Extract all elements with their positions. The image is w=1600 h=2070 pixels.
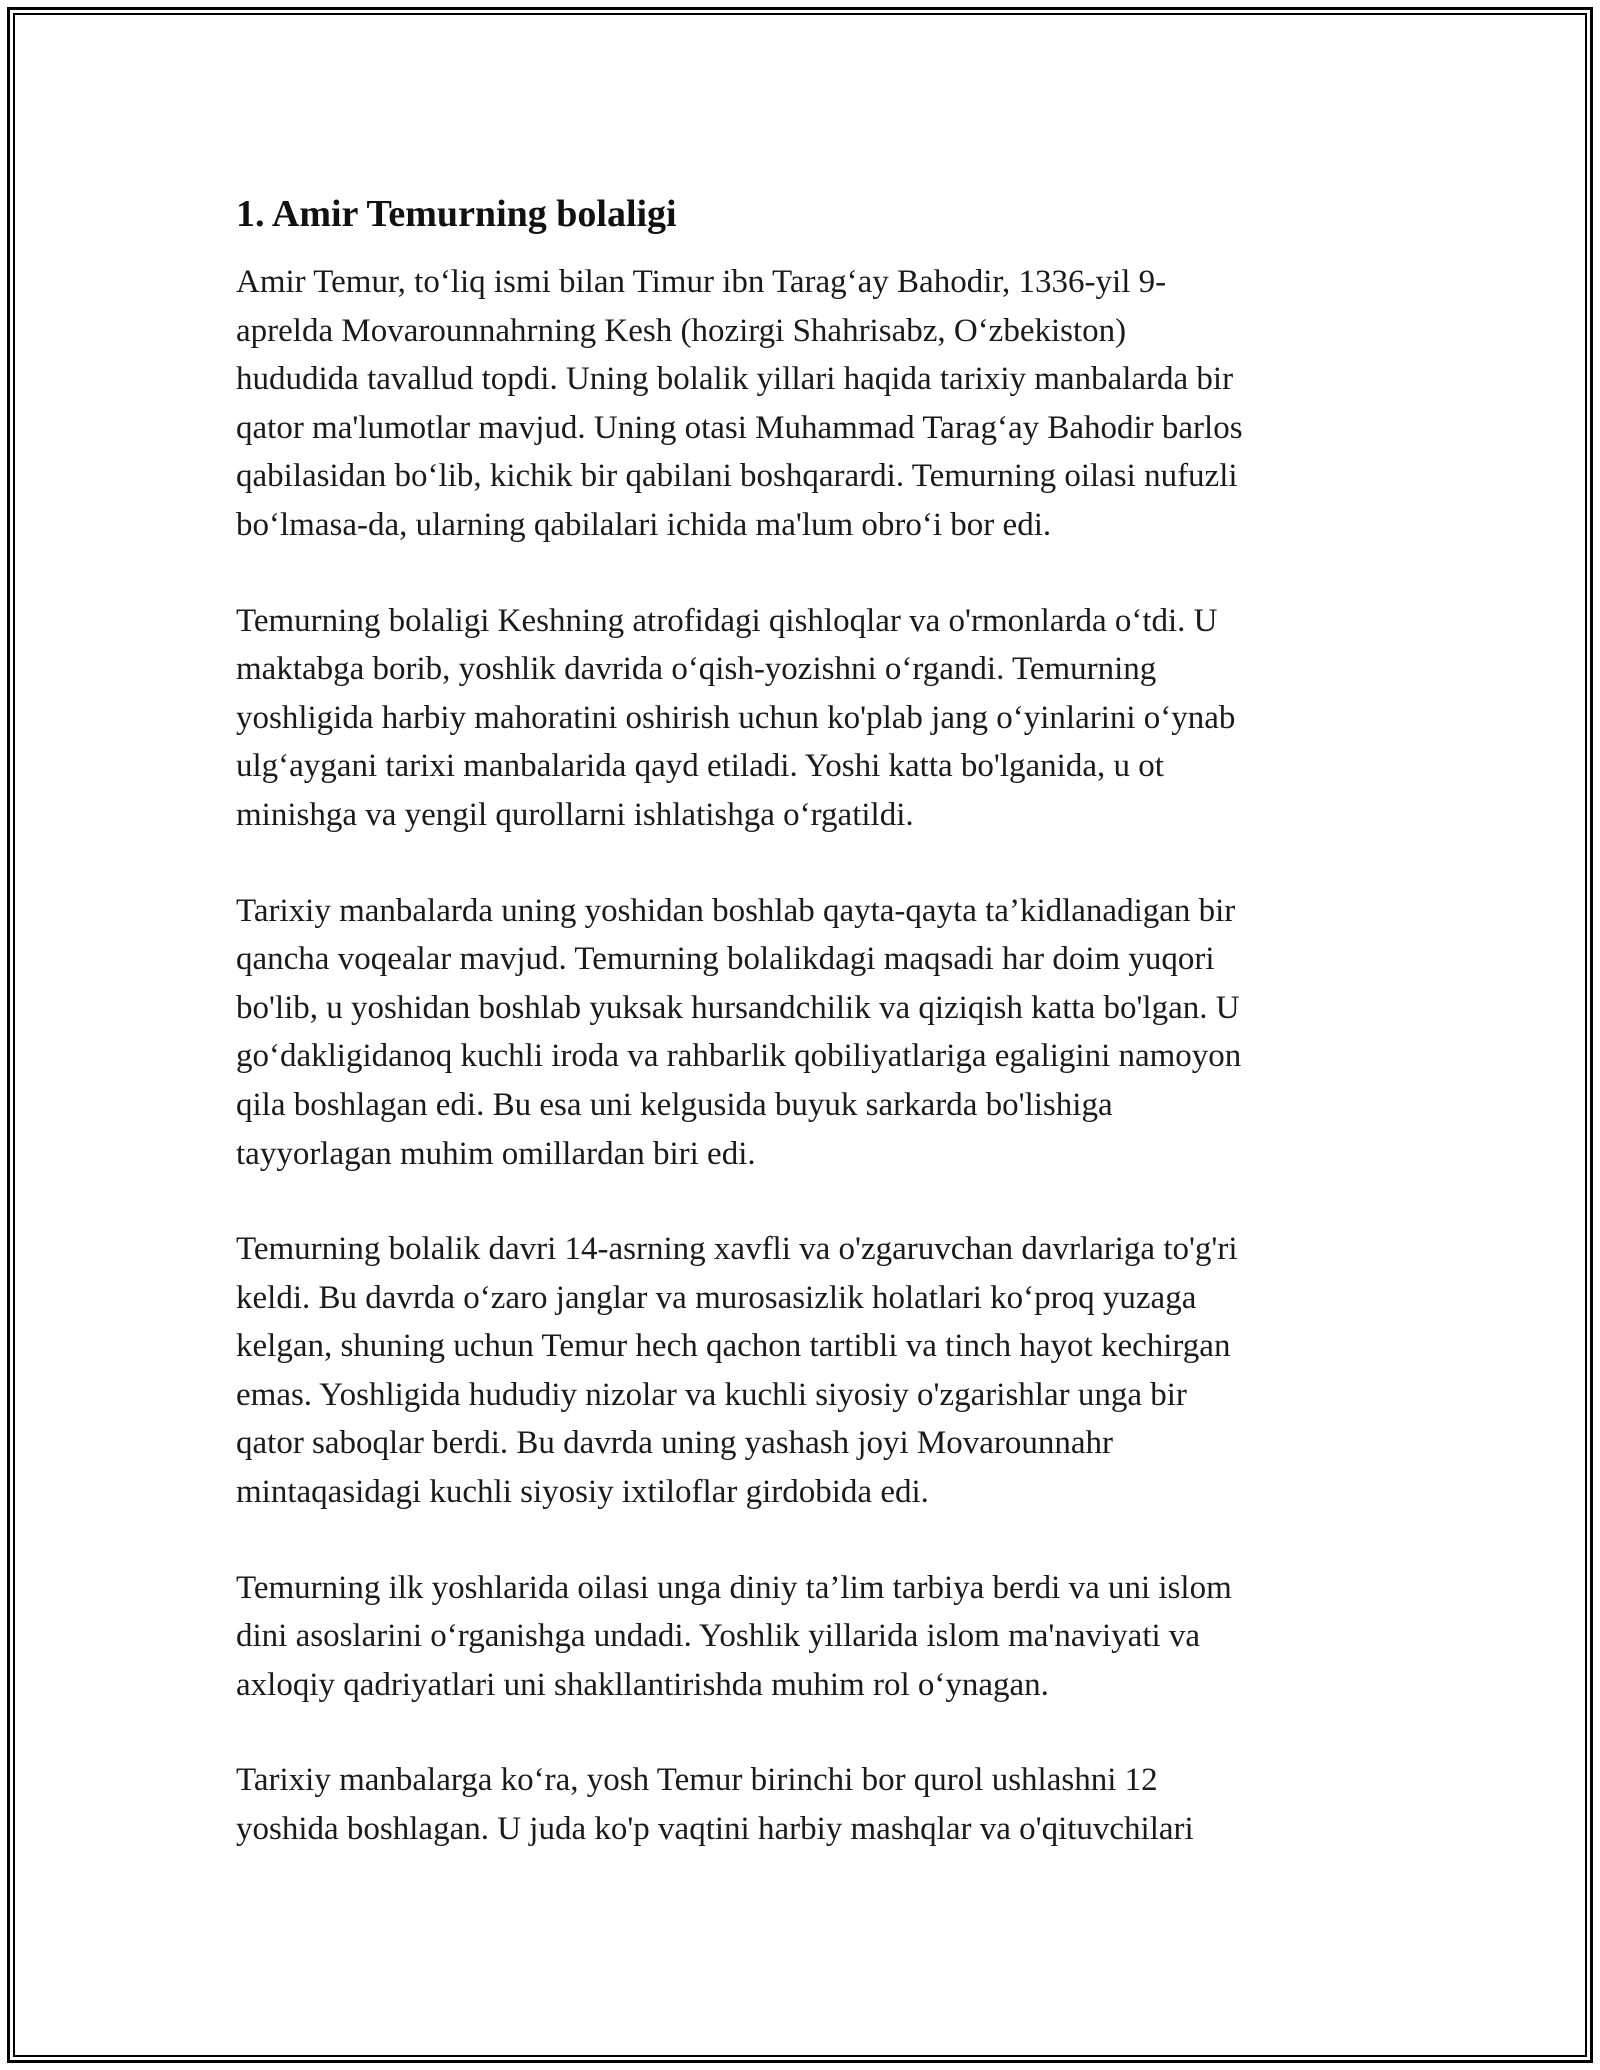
text-line: Tarixiy manbalarga ko‘ra, yosh Temur birinchi bor qurol ushlashni 12 [236,1762,1158,1799]
text-line: mintaqasidagi kuchli siyosiy ixtiloflar girdobida edi. [236,1474,929,1511]
text-line: go‘dakligidanoq kuchli iroda va rahbarlik qobiliyatlariga egaligini namoyon [236,1038,1242,1075]
text-line: minishga va yengil qurollarni ishlatishga o‘rgatildi. [236,796,914,833]
text-line: aprelda Movarounnahrning Kesh (hozirgi Shahrisabz, O‘zbekiston) [236,312,1127,349]
text-line: yoshligida harbiy mahoratini oshirish uchun ko'plab jang o‘yinlarini o‘ynab [236,699,1236,736]
paragraph-5 [236,1564,1366,1710]
text-line: keldi. Bu davrda o‘zaro janglar va murosasizlik holatlari ko‘proq yuzaga [236,1279,1197,1316]
paragraph-1 [236,258,1366,550]
paragraph-2 [236,597,1366,840]
paragraph-3 [236,887,1366,1179]
text-line: qator saboqlar berdi. Bu davrda uning yashash joyi Movarounnahr [236,1425,1114,1462]
paragraph-4 [236,1225,1366,1517]
text-line: kelgan, shuning uchun Temur hech qachon tartibli va tinch hayot kechirgan [236,1328,1231,1365]
text-line: Temurning bolaligi Keshning atrofidagi qishloqlar va o'rmonlarda o‘tdi. U [236,602,1218,639]
document-body [236,188,1366,1901]
text-line: qator ma'lumotlar mavjud. Uning otasi Muhammad Tarag‘ay Bahodir barlos [236,409,1243,446]
text-line: bo'lib, u yoshidan boshlab yuksak hursandchilik va qiziqish katta bo'lgan. U [236,989,1240,1026]
paragraph-6 [236,1756,1366,1853]
section-title: 1. Amir Temurning bolaligi [236,193,677,235]
text-line: maktabga borib, yoshlik davrida o‘qish-yozishni o‘rgandi. Temurning [236,651,1157,688]
text-line: hududida tavallud topdi. Uning bolalik yillari haqida tarixiy manbalarda bir [236,361,1234,398]
text-line: Temurning ilk yoshlarida oilasi unga diniy ta’lim tarbiya berdi va uni islom [236,1569,1232,1606]
text-line: Tarixiy manbalarda uning yoshidan boshlab qayta-qayta ta’kidlanadigan bir [236,892,1236,929]
text-line: ulg‘aygani tarixi manbalarida qayd etiladi. Yoshi katta bo'lganida, u ot [236,748,1164,785]
text-line: bo‘lmasa-da, ularning qabilalari ichida ma'lum obro‘i bor edi. [236,506,1052,543]
text-line: yoshida boshlagan. U juda ko'p vaqtini harbiy mashqlar va o'qituvchilari [236,1811,1194,1848]
text-line: Temurning bolalik davri 14-asrning xavfli va o'zgaruvchan davrlariga to'g'ri [236,1231,1238,1268]
text-line: qancha voqealar mavjud. Temurning bolalikdagi maqsadi har doim yuqori [236,941,1215,978]
text-line: qila boshlagan edi. Bu esa uni kelgusida buyuk sarkarda bo'lishiga [236,1086,1113,1123]
text-line: tayyorlagan muhim omillardan biri edi. [236,1135,756,1172]
text-line: axloqiy qadriyatlari uni shakllantirishda muhim rol o‘ynagan. [236,1666,1049,1703]
text-line: emas. Yoshligida hududiy nizolar va kuchli siyosiy o'zgarishlar unga bir [236,1376,1187,1413]
text-line: qabilasidan bo‘lib, kichik bir qabilani boshqarardi. Temurning oilasi nufuzli [236,458,1238,495]
text-line: Amir Temur, to‘liq ismi bilan Timur ibn Tarag‘ay Bahodir, 1336-yil 9- [236,264,1167,300]
text-line: dini asoslarini o‘rganishga undadi. Yoshlik yillarida islom ma'naviyati va [236,1618,1201,1655]
